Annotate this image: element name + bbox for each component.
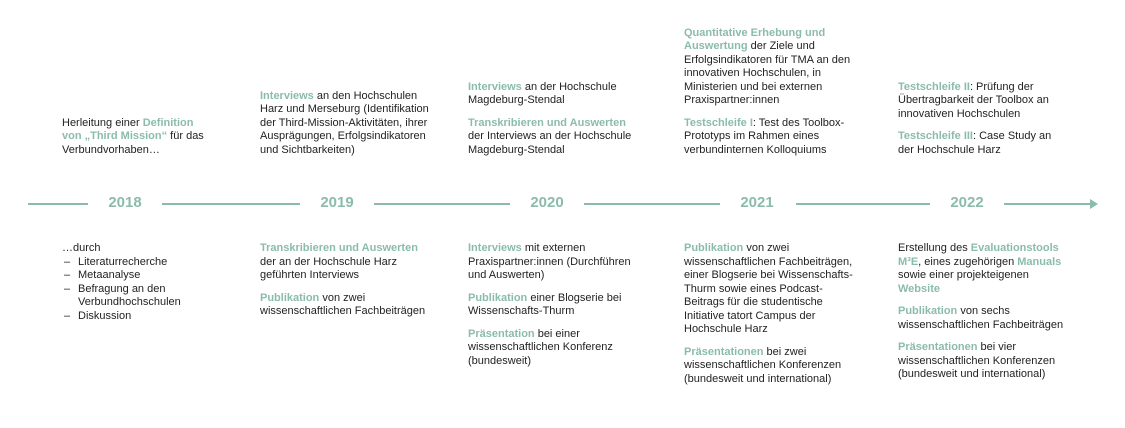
col-2018-top-text: Herleitung einer Definition von „Third Mission“ für das Verbundvorhaben… xyxy=(62,116,204,156)
col-2020-top xyxy=(468,0,643,166)
col-2020-bottom xyxy=(468,242,638,377)
col-2020-b2: Publikation einer Blogserie bei Wissenschafts-Thurm xyxy=(468,291,622,317)
col-2020-p1: Interviews an der Hochschule Magdeburg-Stendal xyxy=(468,80,617,106)
col-2019-top xyxy=(260,0,430,166)
timeline-segment xyxy=(28,203,88,205)
timeline-segment xyxy=(374,203,510,205)
col-2022-bottom xyxy=(898,242,1068,391)
timeline-segment xyxy=(1004,203,1090,205)
list-item: – Metaanalyse xyxy=(62,269,212,283)
col-2022-b2: Publikation von sechs wissenschaftlichen Fachbeiträgen xyxy=(898,305,1064,331)
year-2018: 2018 xyxy=(108,194,142,211)
col-2020-b1: Interviews mit externen Praxispartner:innen (Durchführen und Auswerten) xyxy=(468,242,631,281)
list-item: – Literaturrecherche xyxy=(62,256,212,270)
col-2019-bottom xyxy=(260,242,430,328)
col-2018-list xyxy=(62,256,212,324)
year-2022: 2022 xyxy=(950,194,984,211)
col-2018-top xyxy=(62,0,212,166)
col-2021-b1: Publikation von zwei wissenschaftlichen Fachbeiträgen, einer Blogserie bei Wissenschafts-Thurm sowie eines Podcast-Beitrags für die studentische Initiative tatort Campus der Hochschule Harz xyxy=(684,242,853,335)
col-2019-top-text: Interviews an den Hochschulen Harz und Merseburg (Identifikation der Third-Mission-Aktivitäten, ihrer Ausprägungen, Erfolgsindikatoren und Sichtbarkeiten) xyxy=(260,89,429,156)
col-2021-p2: Testschleife I: Test des Toolbox-Prototyps im Rahmen eines verbundinternen Kolloquiums xyxy=(684,116,845,156)
col-2022-p2: Testschleife III: Case Study an der Hochschule Harz xyxy=(898,130,1052,156)
col-2021-p1: Quantitative Erhebung und Auswertung der Ziele und Erfolgsindikatoren für TMA an den innovativen Hochschulen, in Ministerien und bei externen Praxispartner:innen xyxy=(684,26,851,106)
col-2020-b3: Präsentation bei einer wissenschaftlichen Konferenz (bundesweit) xyxy=(468,327,613,367)
year-2019: 2019 xyxy=(320,194,354,211)
col-2021-bottom xyxy=(684,242,854,395)
timeline-arrow-icon xyxy=(1090,199,1098,209)
col-2019-p1: Transkribieren und Auswerten der an der Hochschule Harz geführten Interviews xyxy=(260,242,418,281)
col-2019-p2: Publikation von zwei wissenschaftlichen Fachbeiträgen xyxy=(260,291,426,317)
timeline-segment xyxy=(796,203,930,205)
list-item: – Befragung an den Verbundhochschulen xyxy=(62,283,212,310)
col-2022-p1: Testschleife II: Prüfung der Übertragbarkeit der Toolbox an innovativen Hochschulen xyxy=(898,80,1049,120)
timeline-segment xyxy=(162,203,300,205)
col-2022-top xyxy=(898,0,1068,166)
list-item: – Diskussion xyxy=(62,310,212,324)
col-2022-b1: Erstellung des Evaluationstools M³E, eines zugehörigen Manuals sowie einer projekteigenen Website xyxy=(898,242,1062,295)
col-2021-top xyxy=(684,0,854,166)
year-2021: 2021 xyxy=(740,194,774,211)
timeline-segment xyxy=(584,203,720,205)
col-2021-b2: Präsentationen bei zwei wissenschaftlichen Konferenzen (bundesweit und international) xyxy=(684,345,842,385)
col-2022-b3: Präsentationen bei vier wissenschaftlichen Konferenzen (bundesweit und international) xyxy=(898,341,1056,380)
col-2020-p2: Transkribieren und Auswerten der Interviews an der Hochschule Magdeburg-Stendal xyxy=(468,116,632,156)
col-2018-bottom xyxy=(62,242,212,323)
col-2018-intro: …durch xyxy=(62,242,101,254)
year-2020: 2020 xyxy=(530,194,564,211)
